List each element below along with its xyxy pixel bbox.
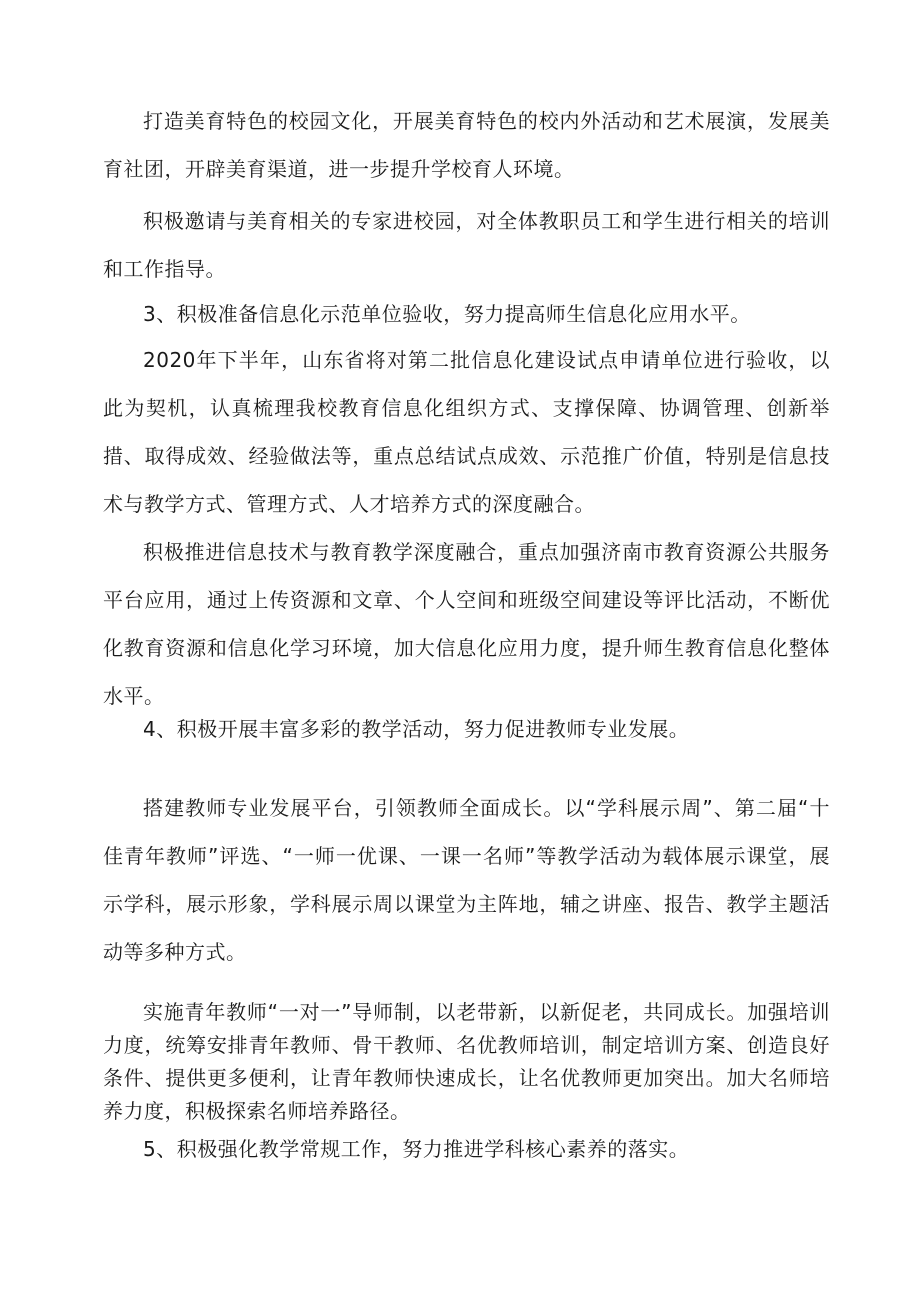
paragraph-mentorship: 实施青年教师“一对一”导师制，以老带新，以新促老，共同成长。加强培训力度，统筹安排青年教师、骨干教师、名优教师培训，制定培训方案、创造良好条件、提供更多便利，让青年教师快速成长，让名优教师更加突出。加大名师培养力度，积极探索名师培养路径。 bbox=[103, 1000, 830, 1123]
paragraph-2020-acceptance: 2020年下半年，山东省将对第二批信息化建设试点申请单位进行验收，以此为契机，认真梳理我校教育信息化组织方式、支撑保障、协调管理、创新举措、取得成效、经验做法等，重点总结试点成效、示范推广价值，特别是信息技术与教学方式、管理方式、人才培养方式的深度融合。 bbox=[103, 348, 830, 516]
paragraph-arts-experts: 积极邀请与美育相关的专家进校园，对全体教职员工和学生进行相关的培训和工作指导。 bbox=[103, 209, 830, 281]
paragraph-it-integration: 积极推进信息技术与教育教学深度融合，重点加强济南市教育资源公共服务平台应用，通过上传资源和文章、个人空间和班级空间建设等评比活动，不断优化教育资源和信息化学习环境，加大信息化应用力度，提升师生教育信息化整体水平。 bbox=[103, 540, 830, 708]
heading-item-5-teaching-routine: 5、积极强化教学常规工作，努力推进学科核心素养的落实。 bbox=[143, 1137, 690, 1161]
paragraph-teacher-platform: 搭建教师专业发展平台，引领教师全面成长。以“学科展示周”、第二届“十佳青年教师”评选、“一师一优课、一课一名师”等教学活动为载体展示课堂，展示学科，展示形象，学科展示周以课堂为主阵地，辅之讲座、报告、教学主题活动等多种方式。 bbox=[103, 796, 830, 964]
heading-item-4-teaching-activities: 4、积极开展丰富多彩的教学活动，努力促进教师专业发展。 bbox=[143, 717, 690, 741]
heading-item-3-informatization: 3、积极准备信息化示范单位验收，努力提高师生信息化应用水平。 bbox=[143, 302, 751, 326]
paragraph-arts-campus-culture: 打造美育特色的校园文化，开展美育特色的校内外活动和艺术展演，发展美育社团，开辟美育渠道，进一步提升学校育人环境。 bbox=[103, 109, 830, 181]
